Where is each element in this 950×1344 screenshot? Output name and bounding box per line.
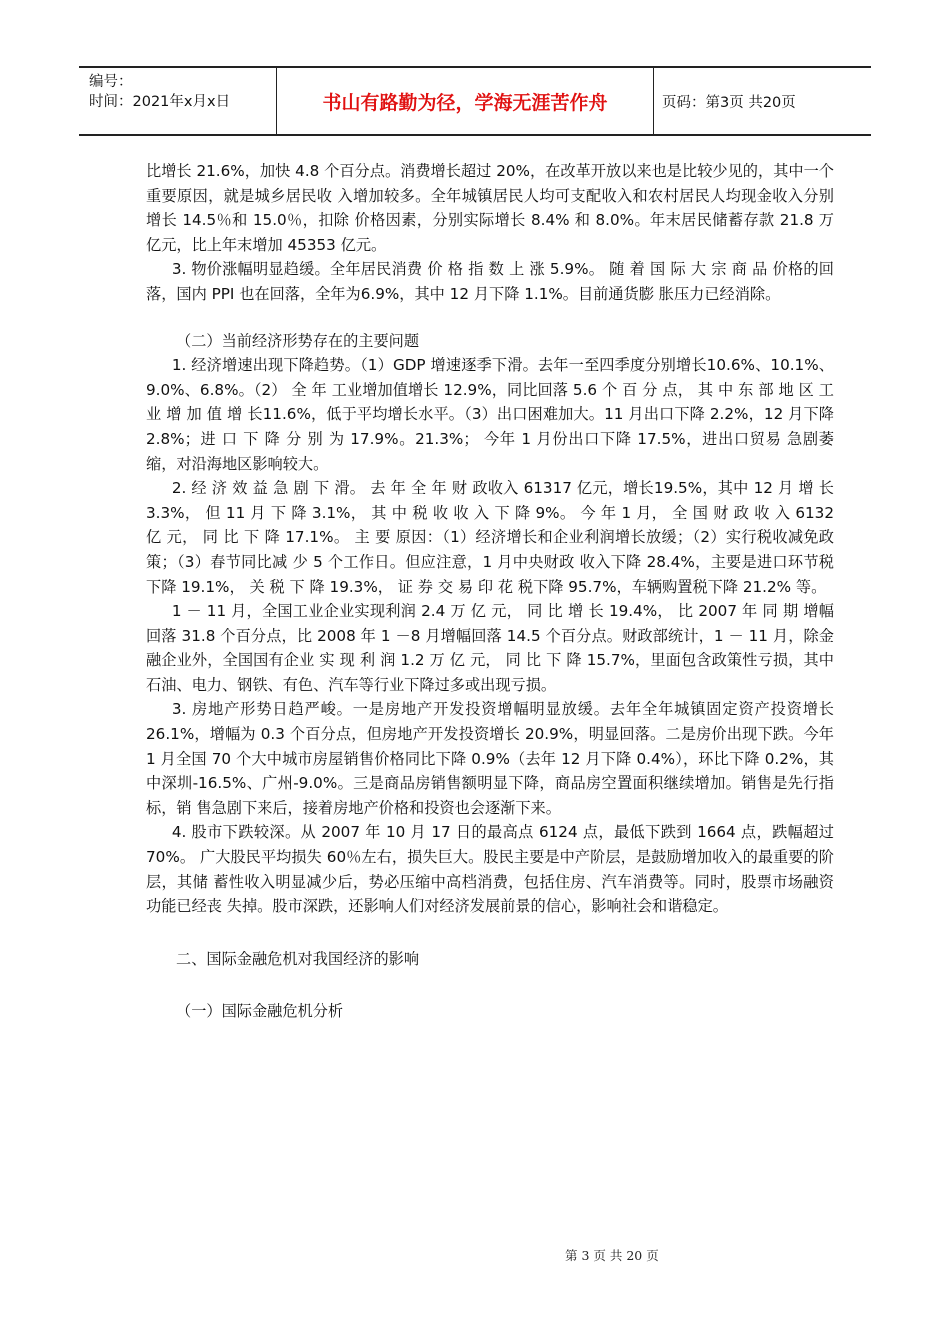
- paragraph: 2. 经 济 效 益 急 剧 下 滑。 去 年 全 年 财 政收入 61317 亿元，增长19.5%，其中 12 月 增 长 3.3%， 但 11 月 下 降 3.1%， 其 中 税 收 收 入 下 降 9%。 今 年 1 月， 全 国 财 政 收 入 6132 亿 元， 同 比 下 降 17.1%。 主 要 原因：（1）经济增长和企业利润增长放缓；（2）实行税收减免政策；（3）春节同比减 少 5 个工作日。但应注意，1 月中央财政 收入下降 28.4%，主要是进口环节税下降 19.1%， 关 税 下 降 19.3%， 证 券 交 易 印 花 税下降 95.7%，车辆购置税下降 21.2% 等。: [146, 479, 834, 596]
- page-footer: 第 3 页 共 20 页: [565, 1248, 659, 1263]
- spacer: [146, 307, 834, 329]
- header-motto: 书山有路勤为径，学海无涯苦作舟: [277, 68, 654, 134]
- paragraph: 3. 物价涨幅明显趋缓。全年居民消费 价 格 指 数 上 涨 5.9%。 随 着 国 际 大 宗 商 品 价格的回落，国内 PPI 也在回落，全年为6.9%，其中 12 月下降 1.1%。目前通货膨 胀压力已经消除。: [146, 260, 834, 303]
- document-date: 时间：2021年x月x日: [89, 94, 231, 110]
- page-header: [79, 66, 871, 136]
- section-heading: （二）当前经济形势存在的主要问题: [176, 331, 419, 350]
- subsection-heading: （一）国际金融危机分析: [176, 1002, 344, 1021]
- paragraph: 3. 房地产形势日趋严峻。一是房地产开发投资增幅明显放缓。去年全年城镇固定资产投资增长26.1%，增幅为 0.3 个百分点，但房地产开发投资增长 20.9%，明显回落。二是房价出现下跌。今年 1 月全国 70 个大中城市房屋销售价格同比下降 0.9%（去年 12 月下降 0.4%），环比下降 0.2%，其中深圳-16.5%、广州-9.0%。三是商品房销售额明显下降，商品房空置面积继续增加。销售是先行指标，销 售急剧下来后，接着房地产价格和投资也会逐渐下来。: [146, 700, 834, 817]
- paragraph: 比增长 21.6%，加快 4.8 个百分点。消费增长超过 20%，在改革开放以来也是比较少见的，其中一个重要原因，就是城乡居民收 入增加较多。全年城镇居民人均可支配收入和农村居民人均现金收入分别增长 14.5％和 15.0％，扣除 价格因素，分别实际增长 8.4% 和 8.0%。年末居民储蓄存款 21.8 万亿元，比上年末增加 45353 亿元。: [146, 162, 834, 254]
- paragraph: 1. 经济增速出现下降趋势。（1）GDP 增速逐季下滑。去年一至四季度分别增长10.6%、10.1%、9.0%、6.8%。（2） 全 年 工业增加值增长 12.9%，同比回落 5.6 个 百 分 点， 其 中 东 部 地 区 工 业 增 加 值 增 长11.6%，低于平均增长水平。（3）出口困难加大。11 月出口下降 2.2%，12 月下降 2.8%；进 口 下 降 分 别 为 17.9%。21.3%； 今年 1 月份出口下降 17.5%，进出口贸易 急剧萎缩，对沿海地区影响较大。: [146, 356, 834, 473]
- paragraph: 4. 股市下跌较深。从 2007 年 10 月 17 日的最高点 6124 点，最低下跌到 1664 点，跌幅超过 70%。 广大股民平均损失 60％左右，损失巨大。股民主要是中产阶层，是鼓励增加收入的最重要的阶层，其储 蓄性收入明显减少后，势必压缩中高档消费，包括住房、汽车消费等。同时，股票市场融资功能已经丧 失掉。股市深跌，还影响人们对经济发展前景的信心，影响社会和谐稳定。: [146, 823, 834, 916]
- document-body: [146, 159, 834, 1024]
- header-meta: [79, 68, 277, 134]
- paragraph: 1 － 11 月，全国工业企业实现利润 2.4 万 亿 元， 同 比 增 长 19.4%， 比 2007 年 同 期 增幅回落 31.8 个百分点，比 2008 年 1 －8 月增幅回落 14.5 个百分点。财政部统计，1 － 11 月，除金融企业外，全国国有企业 实 现 利 润 1.2 万 亿 元， 同 比 下 降 15.7%，里面包含政策性亏损，其中石油、电力、钢铁、有色、汽车等行业下降过多或出现亏损。: [146, 602, 834, 694]
- header-page-info: 页码：第3页 共20页: [662, 94, 796, 111]
- document-number-label: 编号：: [89, 74, 133, 90]
- spacer: [146, 919, 834, 947]
- spacer: [146, 971, 834, 999]
- section-heading: 二、国际金融危机对我国经济的影响: [176, 949, 419, 968]
